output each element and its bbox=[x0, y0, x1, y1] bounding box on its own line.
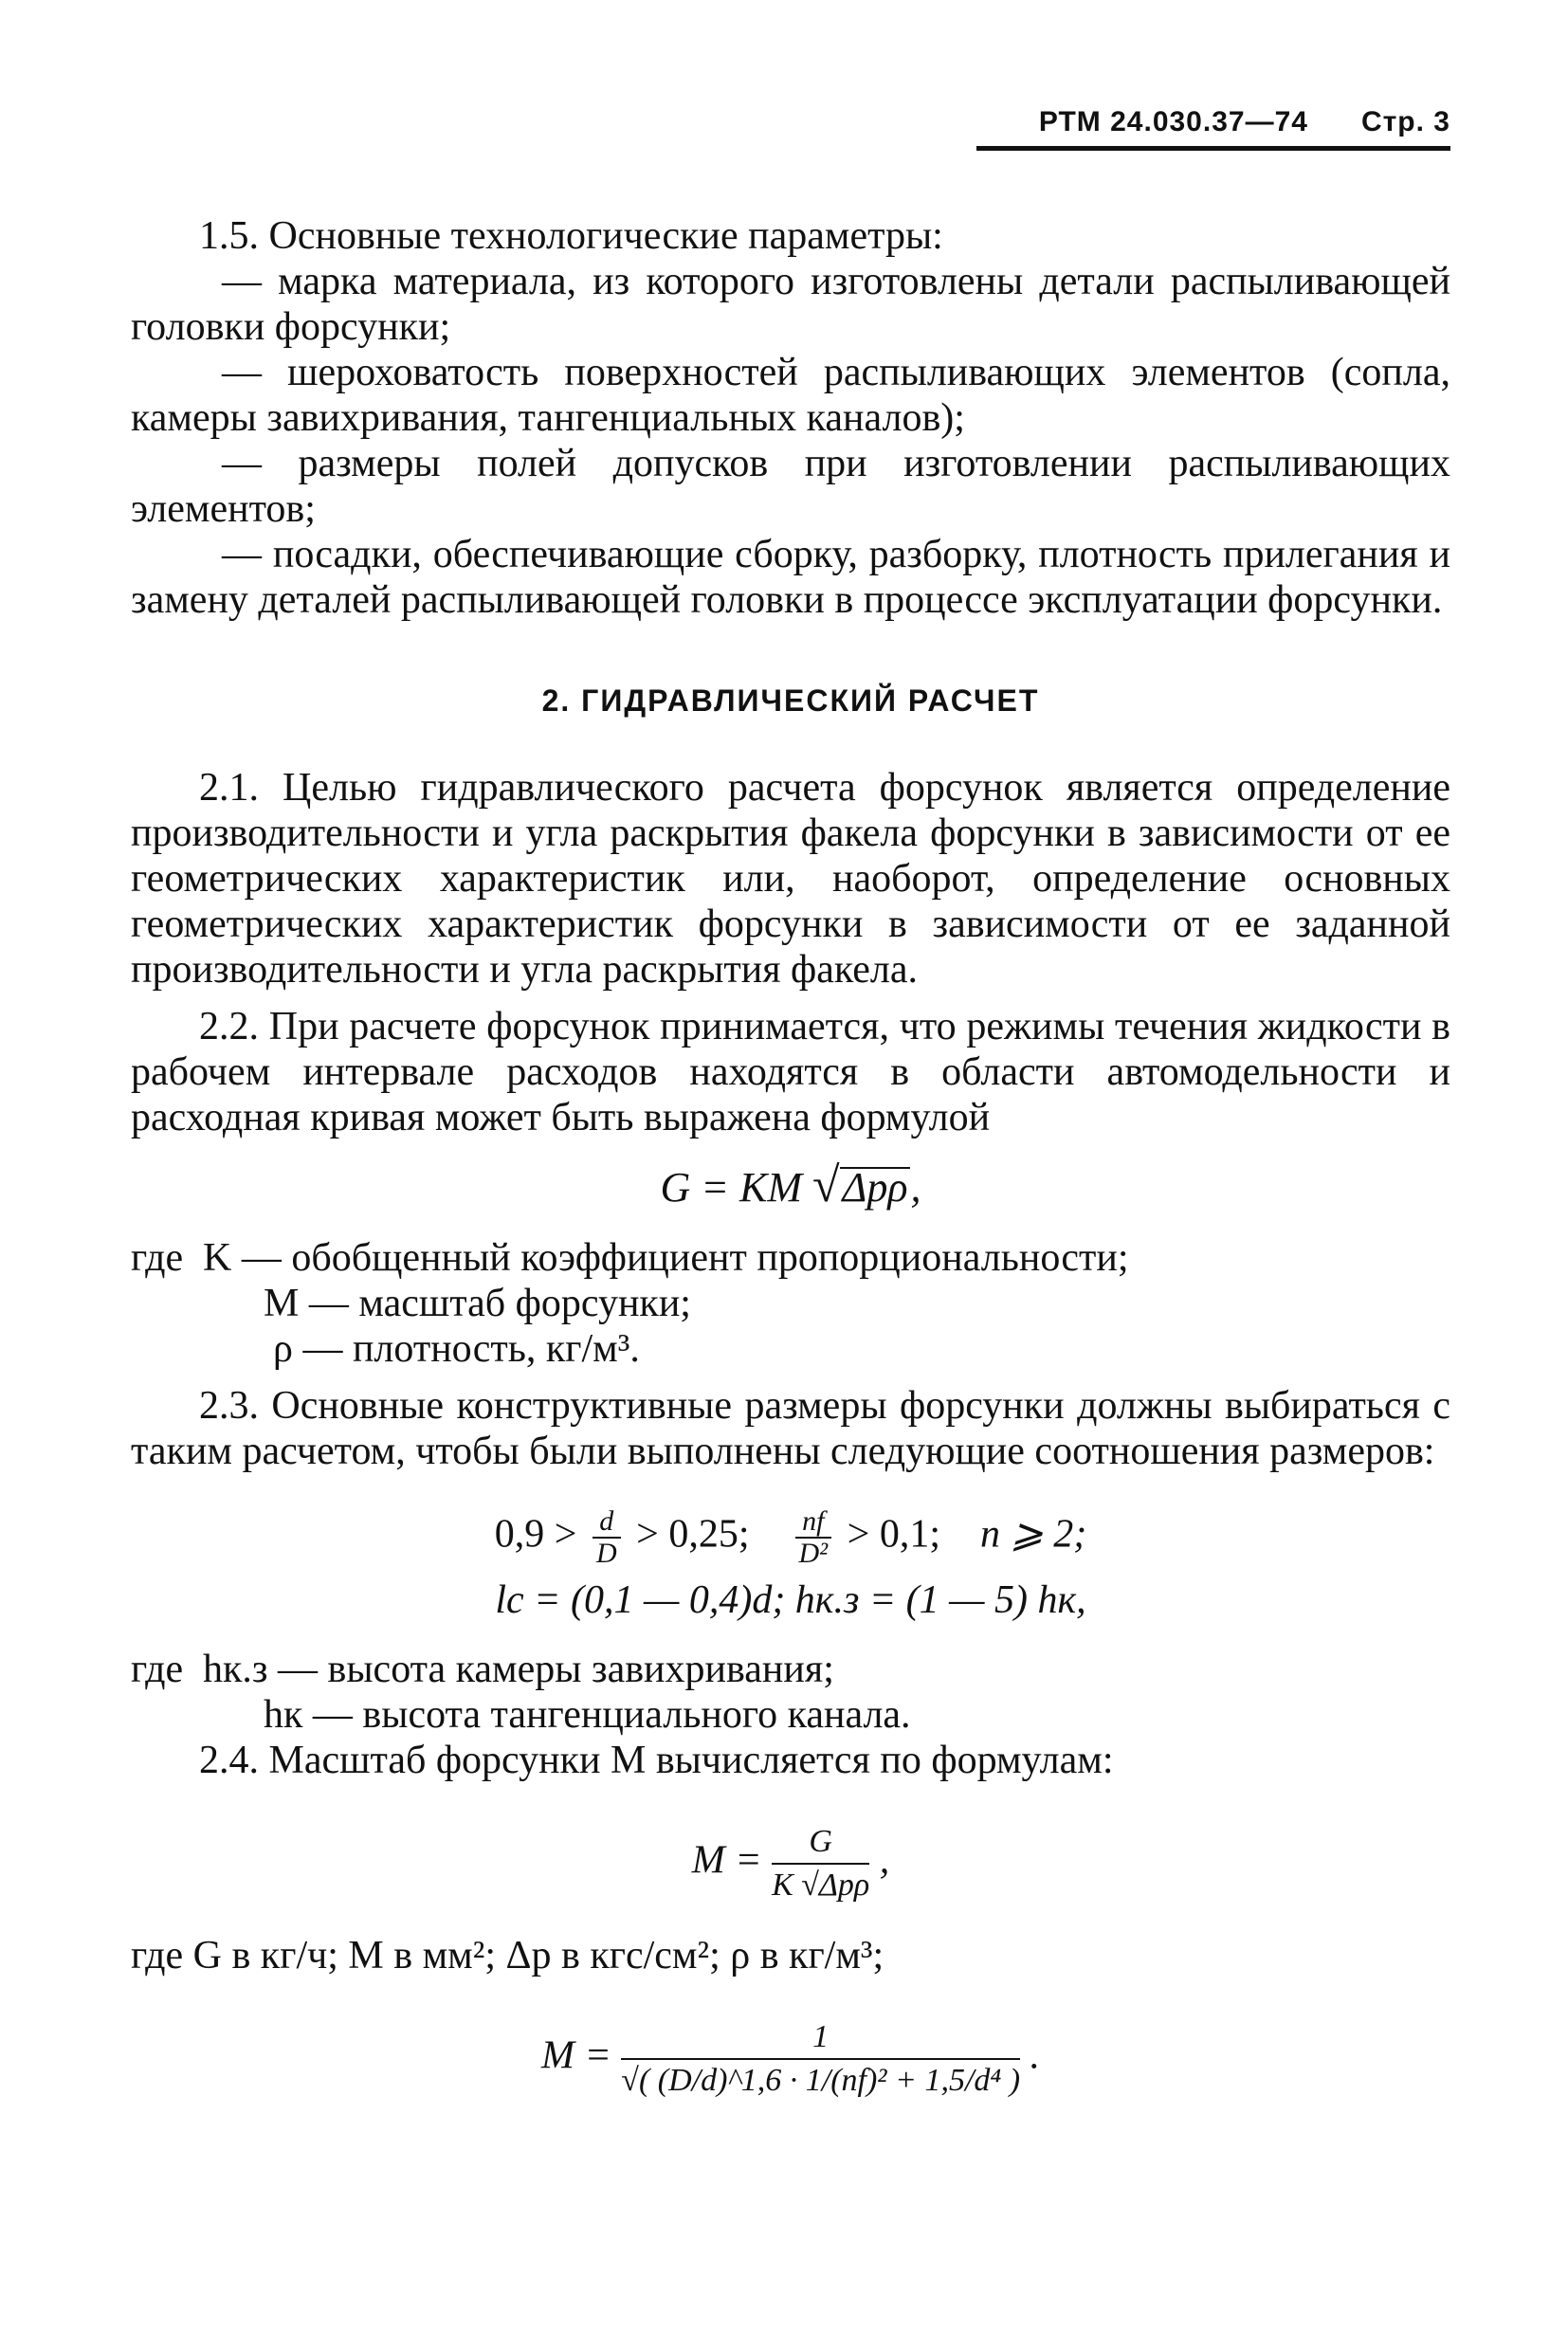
ratio-conditions bbox=[131, 1506, 1450, 1569]
def-m: M — масштаб форсунки; bbox=[264, 1282, 691, 1325]
section-1-5-item-1: — марка материала, из которого изготовлены детали распыливающей головки форсунки; bbox=[131, 260, 1450, 349]
section-1-5-title: 1.5. Основные технологические параметры: bbox=[199, 214, 943, 258]
cond-a3: > 0,1; bbox=[847, 1512, 941, 1557]
formula2-fraction bbox=[772, 1821, 869, 1906]
section-1-5-item-3: — размеры полей допусков при изготовлении распыливающих элементов; bbox=[131, 442, 1450, 531]
frac-num: d bbox=[593, 1506, 621, 1539]
formula3-tail: . bbox=[1030, 2033, 1041, 2078]
def-hkz: hк.з — высота камеры завихривания; bbox=[203, 1648, 834, 1691]
formula-flow-lhs: G = KM bbox=[660, 1164, 802, 1211]
fraction-nf-over-D2 bbox=[795, 1506, 832, 1569]
formula-flow-rate bbox=[131, 1156, 1450, 1218]
frac-den: D² bbox=[798, 1538, 829, 1569]
ratio-conditions-line-2: lс = (0,1 — 0,4)d; hк.з = (1 — 5) hк, bbox=[495, 1578, 1086, 1622]
cond-a2: > 0,25; bbox=[636, 1512, 750, 1557]
fraction-d-over-D bbox=[593, 1506, 621, 1569]
def-hk: hк — высота тангенциального канала. bbox=[264, 1693, 911, 1737]
sqrt-sign: √ bbox=[811, 1158, 840, 1212]
formula3-fraction bbox=[621, 2016, 1020, 2102]
where-k bbox=[131, 1235, 1450, 1281]
where-lead: где bbox=[131, 1648, 184, 1691]
formula-flow-tail: , bbox=[910, 1164, 921, 1211]
formula-scale-2 bbox=[131, 2016, 1450, 2102]
frac-den: D bbox=[595, 1538, 617, 1569]
formula-flow-radicand: Δpρ bbox=[840, 1167, 911, 1207]
formula2-tail: , bbox=[879, 1838, 890, 1883]
formula-scale-1 bbox=[131, 1821, 1450, 1906]
header-rule bbox=[976, 146, 1450, 151]
page-header bbox=[1039, 106, 1450, 138]
page-number: Стр. 3 bbox=[1360, 106, 1450, 137]
formula2-den: K √Δpρ bbox=[772, 1868, 870, 1903]
where-hkz bbox=[131, 1647, 1450, 1692]
def-rho: ρ — плотность, кг/м³. bbox=[273, 1327, 640, 1371]
document-body bbox=[131, 213, 1450, 2102]
formula2-lhs: M = bbox=[691, 1838, 762, 1883]
frac-num: nf bbox=[795, 1506, 832, 1539]
formula3-lhs: M = bbox=[540, 2033, 611, 2078]
paragraph-2-1: 2.1. Целью гидравлического расчета форсунок является определение производительности и угла раскрытия факела форсунки в зависимости от ее геометрических характеристик или, наоборот, определение основных геометрических характеристик форсунки в зависимости от ее заданной производительности и угла раскрытия факела. bbox=[131, 766, 1450, 992]
formula3-den: √( (D/d)^1,6 · 1/(nf)² + 1,5/d⁴ ) bbox=[621, 2063, 1021, 2098]
cond-a4: n ⩾ 2; bbox=[980, 1512, 1087, 1557]
def-k: K — обобщенный коэффициент пропорциональности; bbox=[203, 1236, 1129, 1280]
formula2-num: G bbox=[772, 1821, 869, 1865]
cond-a1: 0,9 > bbox=[494, 1512, 577, 1557]
paragraph-2-4: 2.4. Масштаб форсунки M вычисляется по формулам: bbox=[199, 1739, 1114, 1782]
paragraph-2-2: 2.2. При расчете форсунок принимается, что режимы течения жидкости в рабочем интервале расходов находятся в области автомодельности и расходная кривая может быть выражена формулой bbox=[131, 1005, 1450, 1139]
formula3-num: 1 bbox=[621, 2016, 1020, 2060]
where-lead: где bbox=[131, 1236, 184, 1280]
section-1-5-item-4: — посадки, обеспечивающие сборку, разборку, плотность прилегания и замену деталей распыливающей головки в процессе эксплуатации форсунки. bbox=[131, 533, 1450, 622]
paragraph-2-3: 2.3. Основные конструктивные размеры форсунки должны выбираться с таким расчетом, чтобы были выполнены следующие соотношения размеров: bbox=[131, 1384, 1450, 1473]
section-1-5-item-2: — шероховатость поверхностей распыливающих элементов (сопла, камеры завихривания, тангенциальных каналов); bbox=[131, 351, 1450, 440]
section-2-heading: 2. ГИДРАВЛИЧЕСКИЙ РАСЧЕТ bbox=[541, 683, 1040, 718]
units-line: где G в кг/ч; M в мм²; Δp в кгс/см²; ρ в кг/м³; bbox=[131, 1934, 884, 1977]
document-code: РТМ 24.030.37—74 bbox=[1038, 106, 1308, 137]
